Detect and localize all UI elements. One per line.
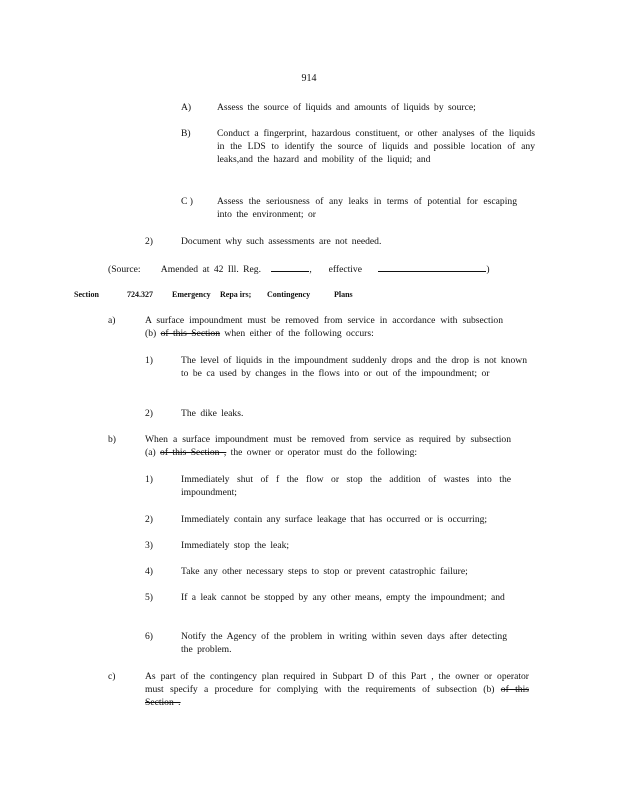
subsection-c-label: c)	[108, 671, 116, 682]
section-number: 724.327	[127, 290, 153, 299]
item-2-label: 2)	[145, 236, 153, 247]
subsection-a-text-1: A surface impoundment must be removed from service in accordance with subsection (b)	[145, 315, 503, 339]
subsection-a-text-2: when either of the following occurs:	[220, 328, 374, 339]
a-item-1-label: 1)	[145, 355, 153, 366]
item-2-text: Document why such assessments are not needed.	[181, 236, 382, 247]
section-title-word-2: Repa irs;	[220, 290, 252, 299]
subsection-b-struck: of this Section ,	[160, 447, 227, 458]
source-close: )	[486, 264, 490, 275]
subsection-b-label: b)	[108, 434, 116, 445]
section-title-word-1: Emergency	[172, 290, 211, 299]
source-comma: ,	[309, 264, 312, 275]
item-C-label: C )	[181, 196, 193, 207]
source-prefix: (Source:	[108, 264, 141, 275]
subsection-a-label: a)	[108, 315, 116, 326]
b-item-5-text: If a leak cannot be stopped by any other means, empty the impoundment; and	[181, 592, 505, 603]
item-A-text: Assess the source of liquids and amounts of liquids by source;	[217, 102, 476, 113]
subsection-b-text	[145, 433, 511, 459]
a-item-2-label: 2)	[145, 408, 153, 419]
item-A-label: A)	[181, 102, 192, 113]
subsection-b-text-2: the owner or operator must do the following:	[226, 447, 418, 458]
section-title-word-3: Contingency	[267, 290, 311, 299]
section-label: Section	[74, 290, 99, 299]
source-note	[108, 261, 508, 276]
subsection-a-text	[145, 314, 503, 340]
b-item-3-label: 3)	[145, 540, 153, 551]
item-B-text: Conduct a fingerprint, hazardous constituent, or other analyses of the liquids in the LDS to identify the source of liquids and possible location of any leaks,and the hazard and mobility of the liquid; and	[217, 128, 535, 165]
a-item-1-text: The level of liquids in the impoundment suddenly drops and the drop is not known to be ca used by changes in the flows into or out of the impoundment; or	[181, 355, 527, 379]
effective-date-blank	[378, 261, 486, 272]
a-item-2-text: The dike leaks.	[181, 408, 244, 419]
section-title-word-4: Plans	[334, 290, 353, 299]
item-C-text: Assess the seriousness of any leaks in terms of potential for escaping into the environment; or	[217, 196, 517, 220]
item-B-label: B)	[181, 128, 191, 139]
reg-page-blank	[271, 261, 309, 272]
source-effective: effective	[328, 264, 362, 275]
b-item-2-label: 2)	[145, 514, 153, 525]
b-item-2-text: Immediately contain any surface leakage that has occurred or is occurring;	[181, 514, 488, 525]
subsection-b-text-1: When a surface impoundment must be removed from service as required by subsection (a)	[145, 434, 511, 458]
subsection-c-text-1: As part of the contingency plan required in Subpart D of this Part , the owner or operator must specify a procedure for complying with the requirements of subsection (b)	[145, 671, 529, 695]
b-item-4-label: 4)	[145, 566, 153, 577]
subsection-a-struck: of this Section	[160, 328, 221, 339]
page-number: 914	[301, 73, 317, 84]
subsection-c-text	[145, 670, 529, 709]
b-item-3-text: Immediately stop the leak;	[181, 540, 290, 551]
b-item-1-text: Immediately shut of f the flow or stop the addition of wastes into the impoundment;	[181, 474, 511, 498]
subsection-c-struck: of this Section .	[145, 684, 529, 708]
source-amended: Amended at 42 Ill. Reg.	[160, 264, 261, 275]
b-item-6-label: 6)	[145, 631, 153, 642]
b-item-4-text: Take any other necessary steps to stop or prevent catastrophic failure;	[181, 566, 468, 577]
b-item-6-text: Notify the Agency of the problem in writing within seven days after detecting the problem.	[181, 631, 507, 655]
b-item-1-label: 1)	[145, 474, 153, 485]
b-item-5-label: 5)	[145, 592, 153, 603]
